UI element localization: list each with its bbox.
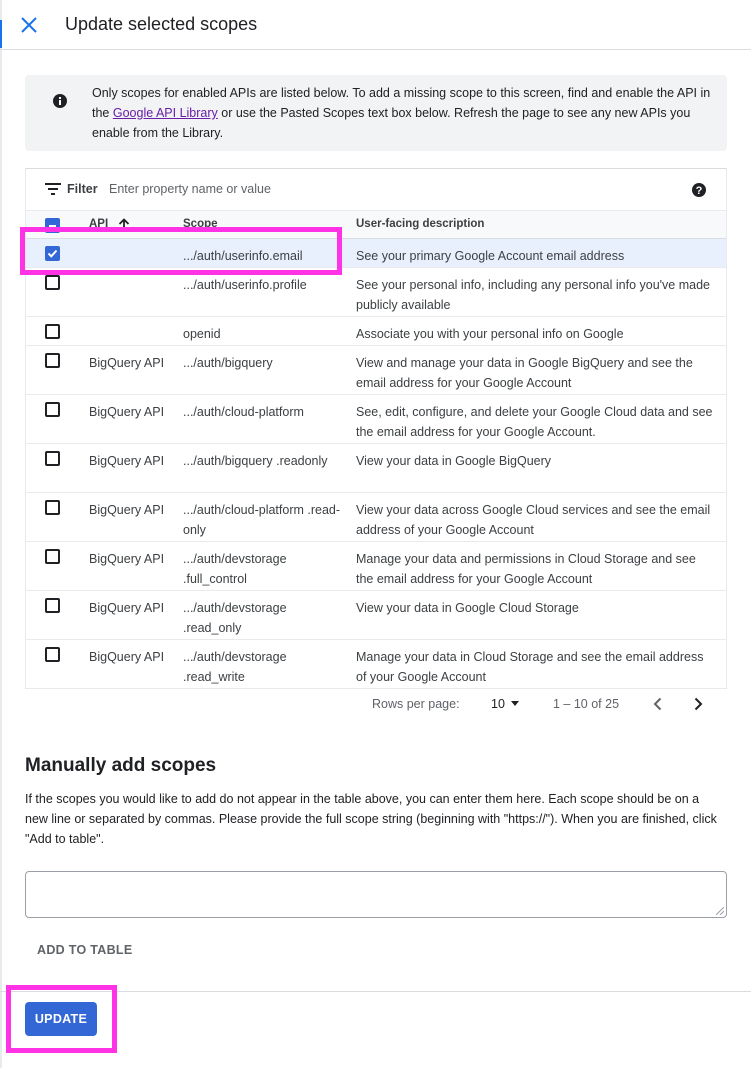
footer-divider xyxy=(0,991,751,992)
add-to-table-button[interactable]: ADD TO TABLE xyxy=(25,935,145,965)
filter-input[interactable] xyxy=(109,178,669,200)
row-scope: openid xyxy=(183,327,221,341)
row-description: View your data in Google Cloud Storage xyxy=(356,601,579,615)
info-text xyxy=(92,83,712,143)
dialog-header xyxy=(0,0,751,50)
select-all-checkbox[interactable] xyxy=(45,218,60,233)
row-description: View your data in Google BigQuery xyxy=(356,454,552,468)
row-scope: .../auth/userinfo.email xyxy=(183,249,303,263)
rows-per-page-select[interactable]: 10 xyxy=(491,697,505,711)
row-checkbox[interactable] xyxy=(45,246,60,261)
manual-scopes-textarea[interactable] xyxy=(25,871,727,918)
update-button[interactable]: UPDATE xyxy=(25,1002,97,1036)
row-checkbox[interactable] xyxy=(45,275,60,290)
table-row[interactable] xyxy=(26,239,726,268)
row-checkbox[interactable] xyxy=(45,500,60,515)
scopes-table xyxy=(25,168,727,689)
row-description: View your data across Google Cloud services and see the email address of your Google Account xyxy=(356,503,711,537)
row-api: BigQuery API xyxy=(89,650,165,664)
row-scope: .../auth/cloud-platform xyxy=(183,405,304,419)
row-api: BigQuery API xyxy=(89,454,165,468)
manual-section-description: If the scopes you would like to add do not appear in the table above, you can enter them here. Each scope should be on a new line or separated by commas. Please provide the full scope string (beginning with "https://"). When you are finished, click "Add to table". xyxy=(25,792,717,846)
table-row[interactable] xyxy=(26,640,726,689)
chevron-left-icon[interactable] xyxy=(650,696,666,712)
resize-handle-icon[interactable] xyxy=(716,907,724,915)
left-edge-strip xyxy=(0,0,2,1068)
checkmark-icon xyxy=(47,248,58,259)
info-text-after: or use the Pasted Scopes text box below. Refresh the page to see any new APIs you enable from the Library. xyxy=(92,106,691,140)
row-checkbox[interactable] xyxy=(45,451,60,466)
row-api: BigQuery API xyxy=(89,552,165,566)
row-api: BigQuery API xyxy=(89,503,165,517)
table-row[interactable] xyxy=(26,317,726,346)
row-description: Associate you with your personal info on Google xyxy=(356,327,624,341)
row-description: Manage your data and permissions in Cloud Storage and see the email address for your Google Account xyxy=(356,552,696,586)
api-library-link[interactable]: Google API Library xyxy=(112,106,218,120)
row-checkbox[interactable] xyxy=(45,353,60,368)
info-banner xyxy=(25,75,727,151)
row-scope: .../auth/bigquery .readonly xyxy=(183,454,328,468)
table-header xyxy=(26,210,726,239)
row-api: BigQuery API xyxy=(89,405,165,419)
rows-per-page-label: Rows per page: xyxy=(372,697,460,711)
table-row[interactable] xyxy=(26,542,726,591)
chevron-right-icon[interactable] xyxy=(690,696,706,712)
row-scope: .../auth/bigquery xyxy=(183,356,273,370)
filter-bar xyxy=(26,169,726,210)
row-description: See your primary Google Account email address xyxy=(356,249,625,263)
column-header-description: User-facing description xyxy=(356,218,485,230)
row-api: BigQuery API xyxy=(89,356,165,370)
row-checkbox[interactable] xyxy=(45,402,60,417)
filter-icon xyxy=(45,182,61,196)
row-scope: .../auth/devstorage .read_only xyxy=(183,601,287,635)
dialog-title: Update selected scopes xyxy=(65,14,258,34)
row-scope: .../auth/devstorage .full_control xyxy=(183,552,287,586)
row-scope: .../auth/userinfo.profile xyxy=(183,278,307,292)
column-header-api[interactable]: API xyxy=(89,218,109,230)
info-text-before: Only scopes for enabled APIs are listed below. To add a missing scope to this screen, find and enable the API in the xyxy=(92,86,711,120)
column-header-scope: Scope xyxy=(183,218,218,230)
table-row[interactable] xyxy=(26,268,726,317)
table-row[interactable] xyxy=(26,444,726,493)
row-checkbox[interactable] xyxy=(45,598,60,613)
table-row[interactable] xyxy=(26,346,726,395)
table-row[interactable] xyxy=(26,493,726,542)
row-checkbox[interactable] xyxy=(45,647,60,662)
table-row[interactable] xyxy=(26,395,726,444)
row-scope: .../auth/cloud-platform .read-only xyxy=(183,503,341,537)
row-checkbox[interactable] xyxy=(45,324,60,339)
row-description: See, edit, configure, and delete your Google Cloud data and see the email address for your Google Account. xyxy=(356,405,713,439)
row-description: Manage your data in Cloud Storage and see the email address of your Google Account xyxy=(356,650,704,684)
row-description: View and manage your data in Google BigQuery and see the email address for your Google Account xyxy=(356,356,693,390)
row-scope: .../auth/devstorage .read_write xyxy=(183,650,287,684)
row-checkbox[interactable] xyxy=(45,549,60,564)
manual-section-title: Manually add scopes xyxy=(25,755,217,776)
filter-label: Filter xyxy=(67,182,98,196)
help-icon[interactable] xyxy=(691,182,707,198)
close-icon[interactable] xyxy=(18,14,40,36)
info-icon xyxy=(52,93,68,109)
row-description: See your personal info, including any personal info you've made publicly available xyxy=(356,278,710,312)
svg-text:?: ? xyxy=(695,185,703,197)
table-row[interactable] xyxy=(26,591,726,640)
row-api: BigQuery API xyxy=(89,601,165,615)
pagination-range: 1 – 10 of 25 xyxy=(553,697,620,711)
caret-down-icon[interactable] xyxy=(511,701,519,706)
arrow-up-icon[interactable] xyxy=(118,218,130,231)
